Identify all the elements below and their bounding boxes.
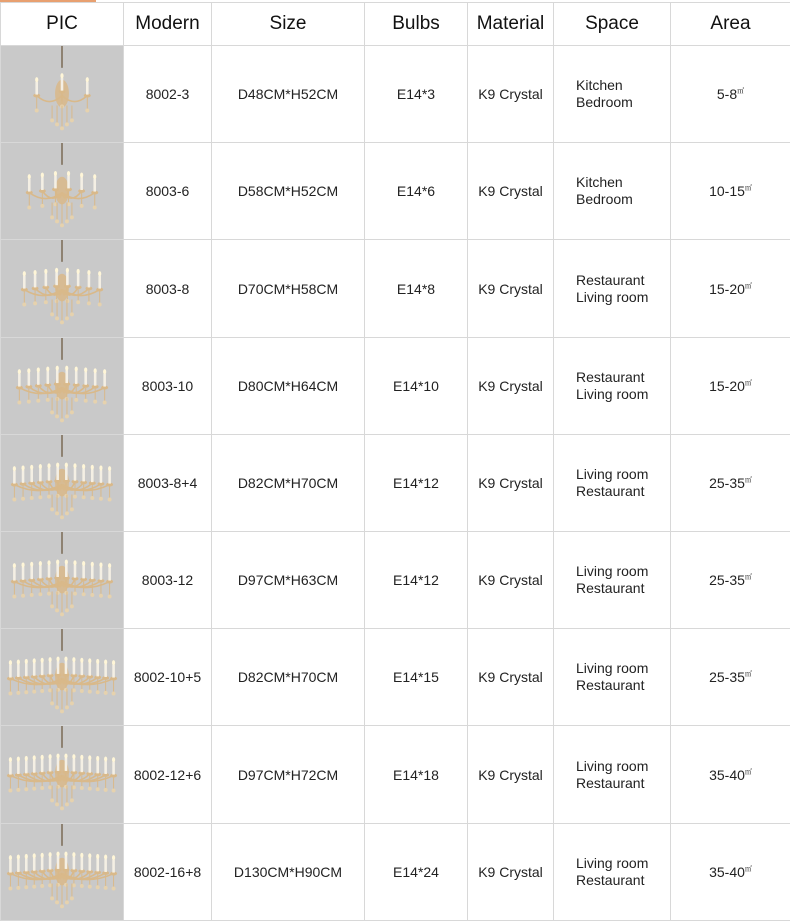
bulbs-cell: E14*18 bbox=[365, 726, 468, 823]
size-cell: D82CM*H70CM bbox=[212, 629, 365, 726]
area-unit: ㎡ bbox=[745, 671, 752, 678]
space-cell bbox=[554, 532, 671, 629]
bulbs-cell: E14*8 bbox=[365, 240, 468, 337]
space-line-2: Living room bbox=[576, 289, 670, 306]
space-line-2: Restaurant bbox=[576, 775, 670, 792]
table-row bbox=[1, 726, 790, 823]
area-cell bbox=[671, 143, 790, 240]
space-line-2: Restaurant bbox=[576, 580, 670, 597]
chandelier-image bbox=[1, 532, 123, 628]
bulbs-cell: E14*24 bbox=[365, 823, 468, 920]
size-cell: D130CM*H90CM bbox=[212, 823, 365, 920]
area-unit: ㎡ bbox=[745, 477, 752, 484]
chandelier-image bbox=[1, 824, 123, 920]
chandelier-image bbox=[1, 726, 123, 822]
pic-cell bbox=[1, 143, 124, 240]
space-line-1: Living room bbox=[576, 855, 670, 872]
area-unit: ㎡ bbox=[745, 769, 752, 776]
size-cell: D97CM*H63CM bbox=[212, 532, 365, 629]
bulbs-cell: E14*3 bbox=[365, 46, 468, 143]
header-row bbox=[1, 3, 790, 46]
header-bulbs: Bulbs bbox=[365, 3, 468, 46]
area-cell bbox=[671, 823, 790, 920]
header-pic: PIC bbox=[1, 3, 124, 46]
space-cell bbox=[554, 46, 671, 143]
chandelier-image bbox=[1, 629, 123, 725]
model-cell: 8003-8+4 bbox=[124, 434, 212, 531]
space-cell bbox=[554, 823, 671, 920]
material-cell: K9 Crystal bbox=[468, 143, 554, 240]
pic-cell bbox=[1, 726, 124, 823]
area-value: 25-35 bbox=[709, 475, 745, 491]
area-value: 35-40 bbox=[709, 767, 745, 783]
area-unit: ㎡ bbox=[745, 380, 752, 387]
bulbs-cell: E14*12 bbox=[365, 434, 468, 531]
area-value: 25-35 bbox=[709, 572, 745, 588]
area-cell bbox=[671, 46, 790, 143]
space-cell bbox=[554, 629, 671, 726]
table-row bbox=[1, 240, 790, 337]
area-unit: ㎡ bbox=[745, 283, 752, 290]
table-row bbox=[1, 823, 790, 920]
table-row bbox=[1, 143, 790, 240]
model-cell: 8003-8 bbox=[124, 240, 212, 337]
space-line-2: Living room bbox=[576, 386, 670, 403]
chandelier-spec-table bbox=[0, 2, 790, 921]
area-cell bbox=[671, 434, 790, 531]
size-cell: D70CM*H58CM bbox=[212, 240, 365, 337]
space-cell bbox=[554, 337, 671, 434]
pic-cell bbox=[1, 532, 124, 629]
space-line-2: Restaurant bbox=[576, 677, 670, 694]
size-cell: D82CM*H70CM bbox=[212, 434, 365, 531]
bulbs-cell: E14*12 bbox=[365, 532, 468, 629]
bulbs-cell: E14*10 bbox=[365, 337, 468, 434]
pic-cell bbox=[1, 337, 124, 434]
size-cell: D48CM*H52CM bbox=[212, 46, 365, 143]
space-line-1: Living room bbox=[576, 758, 670, 775]
pic-cell bbox=[1, 240, 124, 337]
space-line-2: Bedroom bbox=[576, 94, 670, 111]
space-cell bbox=[554, 726, 671, 823]
area-value: 15-20 bbox=[709, 378, 745, 394]
table-row bbox=[1, 46, 790, 143]
table-row bbox=[1, 532, 790, 629]
area-cell bbox=[671, 532, 790, 629]
header-space: Space bbox=[554, 3, 671, 46]
material-cell: K9 Crystal bbox=[468, 823, 554, 920]
area-unit: ㎡ bbox=[737, 88, 744, 95]
header-area: Area bbox=[671, 3, 790, 46]
model-cell: 8003-12 bbox=[124, 532, 212, 629]
model-cell: 8002-3 bbox=[124, 46, 212, 143]
space-line-2: Restaurant bbox=[576, 872, 670, 889]
pic-cell bbox=[1, 434, 124, 531]
space-line-1: Living room bbox=[576, 466, 670, 483]
area-value: 5-8 bbox=[717, 86, 737, 102]
space-line-1: Living room bbox=[576, 660, 670, 677]
area-cell bbox=[671, 629, 790, 726]
chandelier-image bbox=[1, 338, 123, 434]
area-unit: ㎡ bbox=[745, 574, 752, 581]
table-row bbox=[1, 337, 790, 434]
header-size: Size bbox=[212, 3, 365, 46]
bulbs-cell: E14*15 bbox=[365, 629, 468, 726]
material-cell: K9 Crystal bbox=[468, 726, 554, 823]
size-cell: D58CM*H52CM bbox=[212, 143, 365, 240]
header-material: Material bbox=[468, 3, 554, 46]
material-cell: K9 Crystal bbox=[468, 240, 554, 337]
pic-cell bbox=[1, 823, 124, 920]
chandelier-image bbox=[1, 435, 123, 531]
space-line-1: Kitchen bbox=[576, 77, 670, 94]
space-line-1: Restaurant bbox=[576, 272, 670, 289]
chandelier-image bbox=[1, 240, 123, 336]
model-cell: 8002-16+8 bbox=[124, 823, 212, 920]
model-cell: 8002-12+6 bbox=[124, 726, 212, 823]
model-cell: 8003-6 bbox=[124, 143, 212, 240]
area-cell bbox=[671, 726, 790, 823]
chandelier-image bbox=[1, 143, 123, 239]
area-value: 15-20 bbox=[709, 281, 745, 297]
material-cell: K9 Crystal bbox=[468, 337, 554, 434]
material-cell: K9 Crystal bbox=[468, 434, 554, 531]
material-cell: K9 Crystal bbox=[468, 46, 554, 143]
space-line-1: Living room bbox=[576, 563, 670, 580]
header-modern: Modern bbox=[124, 3, 212, 46]
model-cell: 8002-10+5 bbox=[124, 629, 212, 726]
area-value: 35-40 bbox=[709, 864, 745, 880]
space-cell bbox=[554, 434, 671, 531]
bulbs-cell: E14*6 bbox=[365, 143, 468, 240]
area-cell bbox=[671, 337, 790, 434]
space-line-1: Kitchen bbox=[576, 174, 670, 191]
table-row bbox=[1, 434, 790, 531]
material-cell: K9 Crystal bbox=[468, 532, 554, 629]
space-line-2: Restaurant bbox=[576, 483, 670, 500]
pic-cell bbox=[1, 629, 124, 726]
area-value: 25-35 bbox=[709, 669, 745, 685]
pic-cell bbox=[1, 46, 124, 143]
area-value: 10-15 bbox=[709, 183, 745, 199]
space-cell bbox=[554, 143, 671, 240]
size-cell: D80CM*H64CM bbox=[212, 337, 365, 434]
area-unit: ㎡ bbox=[745, 866, 752, 873]
area-cell bbox=[671, 240, 790, 337]
chandelier-image bbox=[1, 46, 123, 142]
material-cell: K9 Crystal bbox=[468, 629, 554, 726]
area-unit: ㎡ bbox=[745, 185, 752, 192]
space-line-1: Restaurant bbox=[576, 369, 670, 386]
space-cell bbox=[554, 240, 671, 337]
table-row bbox=[1, 629, 790, 726]
space-line-2: Bedroom bbox=[576, 191, 670, 208]
size-cell: D97CM*H72CM bbox=[212, 726, 365, 823]
model-cell: 8003-10 bbox=[124, 337, 212, 434]
